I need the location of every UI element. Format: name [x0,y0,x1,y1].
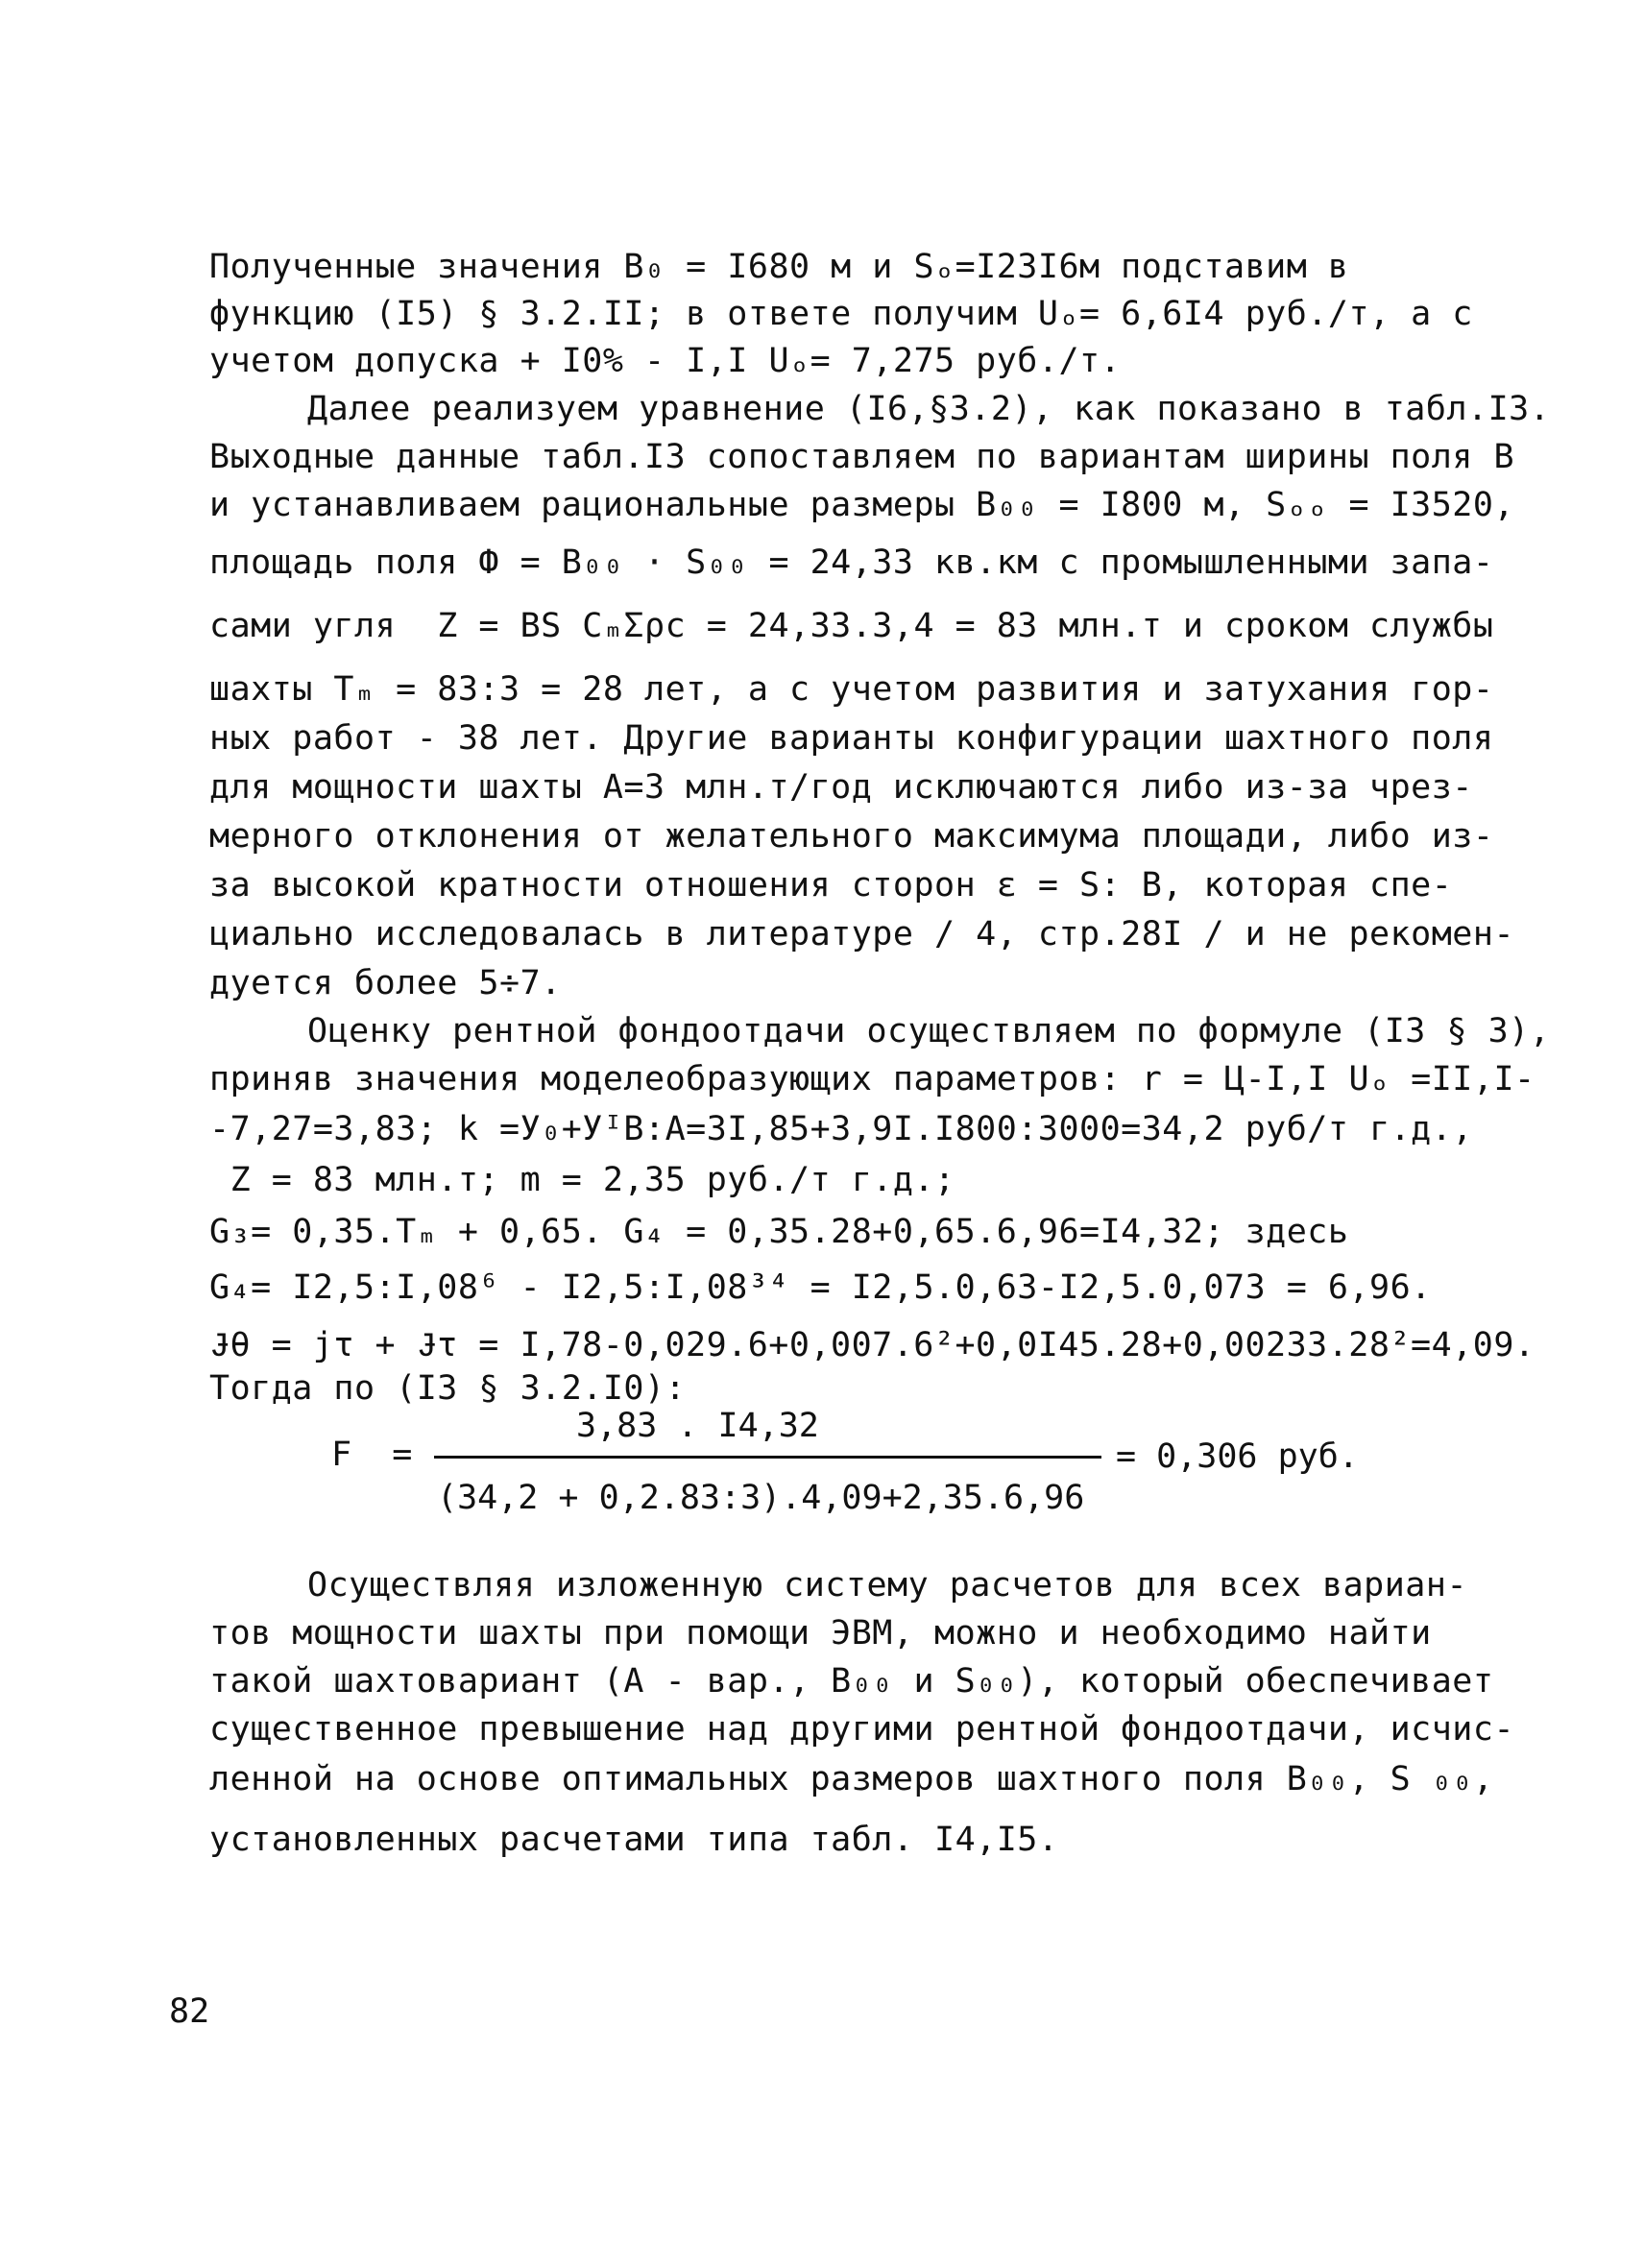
text-line: функцию (I5) § 3.2.II; в ответе получим Uₒ= 6,6I4 руб./т, а с [209,295,1473,333]
formula-numerator: 3,83 . I4,32 [576,1407,819,1445]
text-line: Осуществляя изложенную систему расчетов для всех вариан- [307,1566,1468,1604]
text-line: Оценку рентной фондоотдачи осуществляем по формуле (I3 § 3), [307,1012,1551,1050]
text-line: площадь поля Ф = B₀₀ · S₀₀ = 24,33 кв.км с промышленными запа- [209,543,1494,582]
text-line: и устанавливаем рациональные размеры B₀₀ = I800 м, Sₒₒ = I3520, [209,486,1515,524]
text-line: мерного отклонения от желательного максимума площади, либо из- [209,817,1494,856]
text-line: G₄= I2,5:I,08⁶ - I2,5:I,08³⁴ = I2,5.0,63-I2,5.0,073 = 6,96. [209,1268,1432,1307]
formula-lhs: F = [331,1436,413,1474]
formula-rhs: = 0,306 руб. [1116,1437,1359,1476]
text-line: существенное превышение над другими рентной фондоотдачи, исчис- [209,1710,1515,1749]
text-line: шахты Tₘ = 83:3 = 28 лет, а с учетом развития и затухания гор- [209,670,1494,709]
fraction-bar [434,1456,1101,1459]
text-line: Выходные данные табл.I3 сопоставляем по вариантам ширины поля B [209,438,1515,476]
text-line: сами угля Z = BS CₘΣρc = 24,33.3,4 = 83 млн.т и сроком службы [209,607,1494,645]
text-line: тов мощности шахты при помощи ЭВМ, можно и необходимо найти [209,1614,1432,1653]
text-line: ных работ - 38 лет. Другие варианты конфигурации шахтного поля [209,719,1494,758]
text-line: за высокой кратности отношения сторон ε = S: B, которая спе- [209,866,1453,905]
text-line: для мощности шахты A=3 млн.т/год исключаются либо из-за чрез- [209,768,1473,807]
text-line: ленной на основе оптимальных размеров шахтного поля B₀₀, S ₀₀, [209,1760,1494,1798]
text-line: циально исследовалась в литературе / 4, стр.28I / и не рекомен- [209,915,1515,953]
text-line: дуется более 5÷7. [209,964,562,1002]
text-line: -7,27=3,83; k =У₀+УᴵB:A=3I,85+3,9I.I800:3000=34,2 руб/т г.д., [209,1110,1473,1148]
formula-denominator: (34,2 + 0,2.83:3).4,09+2,35.6,96 [437,1479,1085,1517]
text-line: Далее реализуем уравнение (I6,§3.2), как показано в табл.I3. [307,390,1551,428]
page-number: 82 [169,1992,210,2031]
text-line: Полученные значения B₀ = I680 м и Sₒ=I23I6м подставим в [209,248,1349,286]
text-line: приняв значения моделеобразующих параметров: r = Ц-I,I Uₒ =II,I- [209,1060,1535,1098]
text-line: Z = 83 млн.т; m = 2,35 руб./т г.д.; [209,1161,955,1199]
text-line: Тогда по (I3 § 3.2.I0): [209,1369,687,1408]
text-line: установленных расчетами типа табл. I4,I5. [209,1821,1059,1859]
text-line: G₃= 0,35.Tₘ + 0,65. G₄ = 0,35.28+0,65.6,96=I4,32; здесь [209,1213,1349,1251]
text-line: такой шахтовариант (A - вар., B₀₀ и S₀₀), который обеспечивает [209,1662,1494,1701]
text-line: учетом допуска + I0% - I,I Uₒ= 7,275 руб./т. [209,342,1122,380]
text-line: Ɉθ = jτ + Ɉτ = I,78-0,029.6+0,007.6²+0,0I45.28+0,00233.28²=4,09. [209,1326,1535,1364]
